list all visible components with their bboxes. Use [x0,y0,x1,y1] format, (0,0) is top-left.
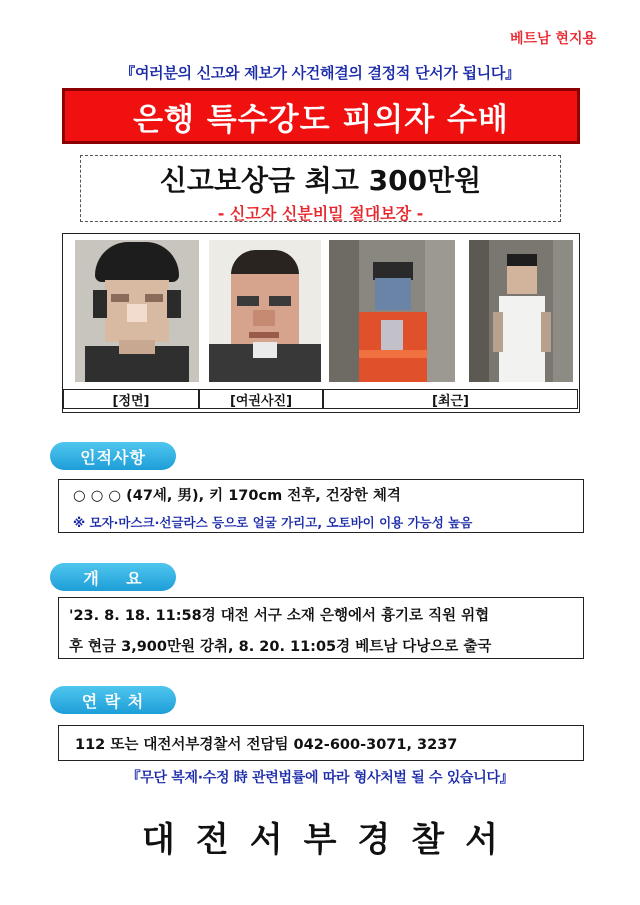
overview-line-1: '23. 8. 18. 11:58경 대전 서구 소재 은행에서 흉기로 직원 위협 [69,608,490,624]
suspect-photos [62,233,580,413]
contact-box [58,725,584,761]
suspect-photo-recent-2 [469,240,573,382]
photo-label-recent: [최근] [323,389,578,409]
overview-box [58,597,584,659]
tagline: 『여러분의 신고와 제보가 사건해결의 결정적 단서가 됩니다』 [120,64,520,82]
features-line-2: ※ 모자·마스크·선글라스 등으로 얼굴 가리고, 오토바이 이용 가능성 높음 [73,515,473,530]
corner-tag: 베트남 현지용 [509,31,596,47]
wanted-banner [62,88,580,144]
features-line-1: ○ ○ ○ (47세, 男), 키 170cm 전후, 건장한 체격 [73,488,401,504]
section-contact-header: 연 락 처 [50,686,176,714]
banner-title: 은행 특수강도 피의자 수배 [133,101,509,138]
reward-box [80,155,561,222]
section-overview-header: 개 요 [50,563,176,591]
features-box [58,479,584,533]
photo-label-passport: [여권사진] [199,389,323,409]
photo-label-front: [정면] [63,389,199,409]
reward-subtitle: - 신고자 신분비밀 절대보장 - [217,204,424,223]
issuer-name: 대전서부경찰서 [142,820,519,860]
disclaimer: 『무단 복제·수정 時 관련법률에 따라 형사처벌 될 수 있습니다』 [126,770,514,786]
reward-title: 신고보상금 최고 300만원 [159,164,482,197]
suspect-photo-passport [209,240,321,382]
section-features-header: 인적사항 [50,442,176,470]
overview-line-2: 후 현금 3,900만원 강취, 8. 20. 11:05경 베트남 다낭으로 출국 [69,639,492,655]
suspect-photo-front [75,240,199,382]
contact-line: 112 또는 대전서부경찰서 전담팀 042-600-3071, 3237 [75,737,458,753]
suspect-photo-recent-1 [329,240,455,382]
